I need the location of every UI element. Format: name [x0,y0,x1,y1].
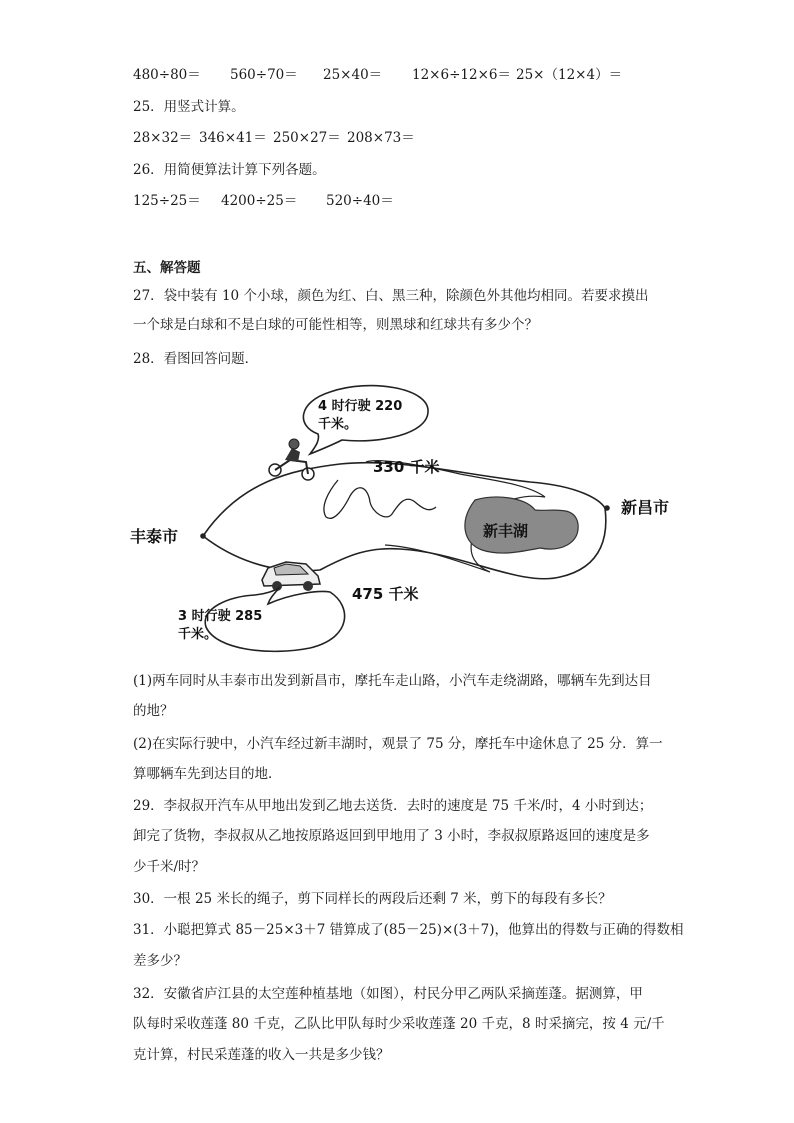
question-29-line-3: 少千米/时？ [133,859,206,875]
question-29-line-1: 29．李叔叔开汽车从甲地出发到乙地去送货．去时的速度是 75 千米/时，4 小时到达； [133,798,653,814]
calc-item: 560÷70＝ [230,67,298,83]
question-26: 26．用简便算法计算下列各题。 [133,162,326,178]
question-30: 30．一根 25 米长的绳子，剪下同样长的两段后还剩 7 米，剪下的每段有多长？ [133,891,612,907]
calc-item: 346×41＝ [199,130,267,146]
end-city-dot [604,505,610,511]
question-27-line-2: 一个球是白球和不是白球的可能性相等，则黑球和红球共有多少个？ [133,317,538,333]
start-city-dot [200,533,206,539]
mountain-icon [324,480,436,518]
question-28-1-line-1: (1)两车同时从丰泰市出发到新昌市，摩托车走山路，小汽车走绕湖路，哪辆车先到达目 [133,673,652,689]
mountain-road-distance: 330 千米 [373,458,440,476]
calc-item: 12×6÷12×6＝ [412,67,511,83]
calc-item: 208×73＝ [347,130,415,146]
end-city-label: 新昌市 [621,498,670,517]
lake-road-distance: 475 千米 [352,585,419,603]
question-28-2-line-1: (2)在实际行驶中，小汽车经过新丰湖时，观景了 75 分，摩托车中途休息了 25 分．算一 [133,736,663,752]
question-28-1-line-2: 的地？ [133,703,174,719]
start-city-label: 丰泰市 [130,527,179,546]
question-32-line-3: 克计算，村民采莲蓬的收入一共是多少钱？ [133,1047,390,1063]
question-32-line-1: 32．安徽省庐江县的太空莲种植基地（如图），村民分甲乙两队采摘莲蓬。据测算，甲 [133,986,643,1002]
route-map-figure [130,382,690,660]
calc-item: 520÷40＝ [326,193,394,209]
calc-item: 25×（12×4）＝ [516,67,623,83]
question-32-line-2: 队每时采收莲蓬 80 千克，乙队比甲队每时少采收莲蓬 20 千克，8 时采摘完，按 4 元/千 [133,1016,665,1032]
car-bubble-line-1: 3 时行驶 285 [178,609,263,624]
section-heading: 五、解答题 [133,260,201,276]
car-bubble-line-2: 千米。 [178,627,218,642]
lake-label: 新丰湖 [483,522,529,540]
calc-item: 480÷80＝ [133,67,201,83]
moto-bubble-line-2: 千米。 [318,417,358,432]
question-28: 28．看图回答问题． [133,351,259,367]
question-31-line-1: 31．小聪把算式 85－25×3＋7 错算成了(85－25)×(3＋7)，他算出的得数与正确的得数相 [133,922,684,938]
question-28-2-line-2: 算哪辆车先到达目的地． [133,766,282,782]
question-31-line-2: 差多少？ [133,953,187,969]
calc-item: 125÷25＝ [133,193,201,209]
car-icon [262,562,320,591]
question-29-line-2: 卸完了货物，李叔叔从乙地按原路返回到甲地用了 3 小时，李叔叔原路返回的速度是多 [133,828,650,844]
question-25: 25．用竖式计算。 [133,99,245,115]
calc-item: 25×40＝ [323,67,383,83]
calc-item: 250×27＝ [273,130,341,146]
question-27-line-1: 27．袋中装有 10 个小球，颜色为红、白、黑三种，除颜色外其他均相同。若要求摸出 [133,288,649,304]
calc-item: 28×32＝ [133,130,193,146]
calc-item: 4200÷25＝ [221,193,298,209]
moto-bubble-line-1: 4 时行驶 220 [318,399,403,414]
